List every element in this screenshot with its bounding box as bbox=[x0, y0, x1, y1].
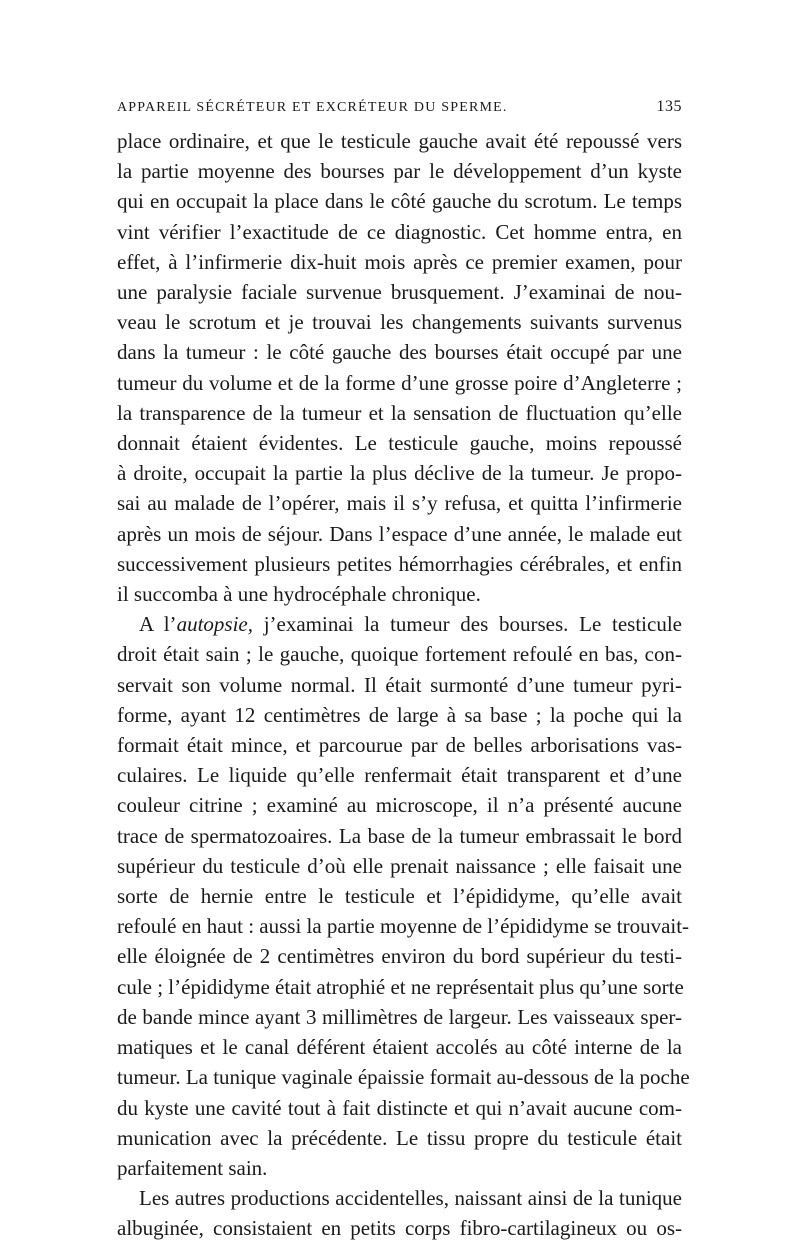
text-line bbox=[117, 941, 682, 971]
running-header bbox=[117, 98, 682, 116]
line-text: il succomba à une hydrocéphale chronique. bbox=[117, 582, 481, 607]
text-line bbox=[117, 428, 682, 458]
text-line bbox=[117, 398, 682, 428]
text-line bbox=[117, 156, 682, 186]
line-prefix: A l’ bbox=[139, 612, 177, 637]
paragraph bbox=[117, 126, 682, 609]
text-line bbox=[117, 1032, 682, 1062]
line-text: sai au malade de l’opérer, mais il s’y refusa, et quitta l’infirmerie bbox=[117, 491, 682, 516]
body-text bbox=[117, 126, 690, 1244]
line-text: de bande mince ayant 3 millimètres de largeur. Les vaisseaux sper- bbox=[117, 1004, 682, 1029]
line-text: munication avec la précédente. Le tissu propre du testicule était bbox=[117, 1125, 682, 1150]
line-text: matiques et le canal déférent étaient accolés au côté interne de la bbox=[117, 1035, 682, 1060]
line-text: cule ; l’épididyme était atrophié et ne représentait plus qu’une sorte bbox=[117, 974, 684, 999]
line-text: place ordinaire, et que le testicule gauche avait été repoussé vers bbox=[117, 129, 682, 153]
text-line bbox=[117, 186, 682, 216]
line-text: formait était mince, et parcourue par de belles arborisations vas- bbox=[117, 733, 682, 758]
line-text: à droite, occupait la partie la plus déclive de la tumeur. Je propo- bbox=[117, 461, 682, 486]
text-line bbox=[117, 126, 682, 156]
line-text: successivement plusieurs petites hémorrhagies cérébrales, et enfin bbox=[117, 551, 682, 576]
page-number: 135 bbox=[656, 98, 682, 115]
line-text: tumeur du volume et de la forme d’une grosse poire d’Angleterre ; bbox=[117, 370, 682, 395]
text-line bbox=[117, 639, 682, 669]
line-text: refoulé en haut : aussi la partie moyenne de l’épididyme se trouvait- bbox=[117, 914, 690, 939]
line-text: j’examinai la tumeur des bourses. Le testicule bbox=[252, 612, 682, 637]
line-text: trace de spermatozoaires. La base de la tumeur embrassait le bord bbox=[117, 823, 682, 848]
text-line bbox=[117, 1062, 690, 1092]
paragraph bbox=[117, 609, 690, 1183]
line-text: la transparence de la tumeur et la sensation de fluctuation qu’elle bbox=[117, 400, 682, 425]
text-line bbox=[117, 247, 682, 277]
line-text: parfaitement sain. bbox=[117, 1155, 268, 1180]
line-text: culaires. Le liquide qu’elle renfermait était transparent et d’une bbox=[117, 763, 682, 788]
text-line bbox=[117, 368, 682, 398]
paragraph bbox=[117, 1183, 682, 1243]
text-line bbox=[117, 790, 682, 820]
text-line bbox=[117, 458, 682, 488]
text-line bbox=[117, 972, 682, 1002]
text-line bbox=[117, 1123, 682, 1153]
text-line bbox=[117, 579, 682, 609]
line-text: forme, ayant 12 centimètres de large à sa base ; la poche qui la bbox=[117, 702, 682, 727]
line-text: Les autres productions accidentelles, naissant ainsi de la tunique bbox=[139, 1186, 682, 1211]
line-text: elle éloignée de 2 centimètres environ du bord supérieur du testi- bbox=[117, 944, 682, 969]
text-line bbox=[117, 730, 682, 760]
line-text: dans la tumeur : le côté gauche des bourses était occupé par une bbox=[117, 340, 682, 365]
line-text: tumeur. La tunique vaginale épaissie formait au-dessous de la poche bbox=[117, 1065, 690, 1090]
text-line bbox=[117, 1213, 682, 1243]
line-text: veau le scrotum et je trouvai les changements suivants survenus bbox=[117, 310, 682, 335]
line-text: effet, à l’infirmerie dix-huit mois après ce premier examen, pour bbox=[117, 249, 682, 274]
line-text: du kyste une cavité tout à fait distincte et qui n’avait aucune com- bbox=[117, 1095, 682, 1120]
text-line bbox=[117, 488, 682, 518]
line-text: donnait étaient évidentes. Le testicule gauche, moins repoussé bbox=[117, 431, 682, 456]
line-text: après un mois de séjour. Dans l’espace d’une année, le malade eut bbox=[117, 521, 682, 546]
text-line bbox=[117, 307, 682, 337]
italic-word: autopsie, bbox=[176, 612, 253, 637]
running-title: APPAREIL SÉCRÉTEUR ET EXCRÉTEUR DU SPERME. bbox=[117, 100, 508, 115]
line-text: la partie moyenne des bourses par le développement d’un kyste bbox=[117, 159, 682, 184]
line-text: droit était sain ; le gauche, quoique fortement refoulé en bas, con- bbox=[117, 642, 682, 667]
text-line bbox=[117, 1093, 682, 1123]
text-line bbox=[117, 337, 682, 367]
line-text: qui en occupait la place dans le côté gauche du scrotum. Le temps bbox=[117, 189, 682, 214]
text-line bbox=[117, 1153, 682, 1183]
text-line bbox=[117, 700, 682, 730]
text-line bbox=[117, 851, 682, 881]
line-text: albuginée, consistaient en petits corps fibro-cartilagineux ou os- bbox=[117, 1216, 682, 1241]
line-text: supérieur du testicule d’où elle prenait naissance ; elle faisait une bbox=[117, 853, 682, 878]
text-line bbox=[117, 519, 682, 549]
text-line bbox=[117, 277, 682, 307]
line-text: vint vérifier l’exactitude de ce diagnostic. Cet homme entra, en bbox=[117, 219, 682, 244]
text-line bbox=[117, 760, 682, 790]
text-line bbox=[117, 609, 682, 639]
text-line bbox=[117, 1002, 682, 1032]
text-line bbox=[117, 670, 682, 700]
line-text: servait son volume normal. Il était surmonté d’une tumeur pyri- bbox=[117, 672, 682, 697]
line-text: une paralysie faciale survenue brusquement. J’examinai de nou- bbox=[117, 280, 682, 305]
line-text: couleur citrine ; examiné au microscope, il n’a présenté aucune bbox=[117, 793, 682, 818]
text-line bbox=[117, 911, 690, 941]
line-text: sorte de hernie entre le testicule et l’épididyme, qu’elle avait bbox=[117, 884, 682, 909]
text-line bbox=[117, 217, 682, 247]
text-line bbox=[117, 821, 682, 851]
text-line bbox=[117, 1183, 682, 1213]
book-page bbox=[117, 98, 690, 1244]
text-line bbox=[117, 881, 682, 911]
text-line bbox=[117, 549, 682, 579]
